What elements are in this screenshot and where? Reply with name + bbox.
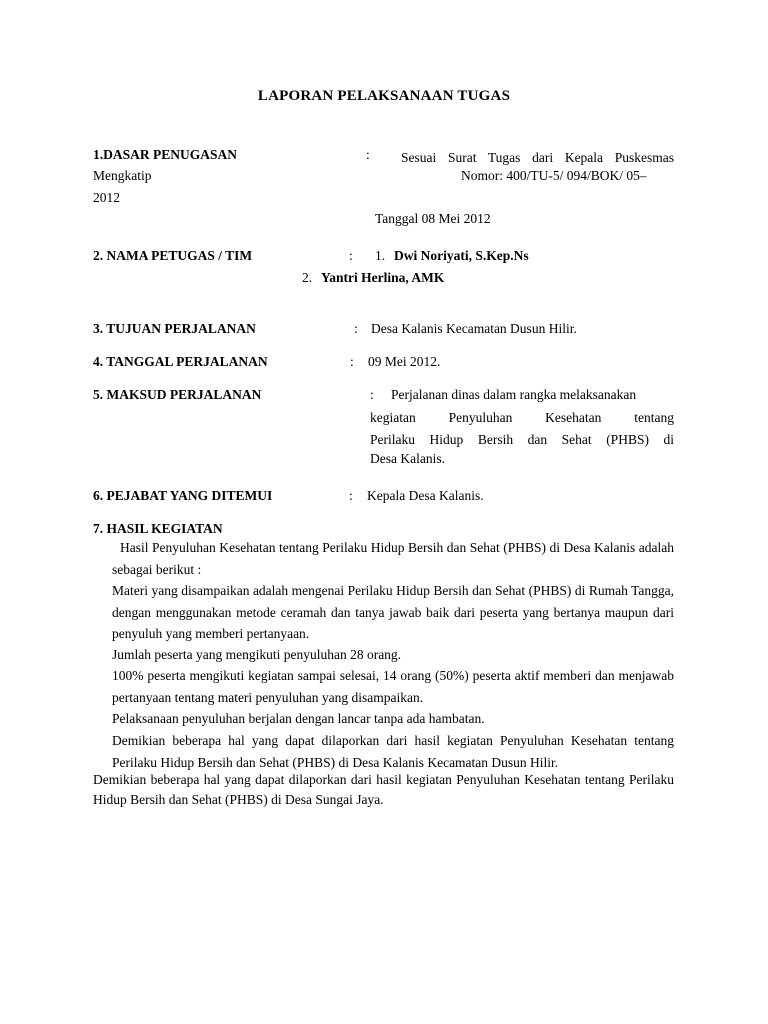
- nama-label: 2. NAMA PETUGAS / TIM: [93, 248, 253, 263]
- hasil-label: 7. HASIL KEGIATAN: [93, 521, 223, 536]
- tanggal-colon: :: [350, 354, 354, 369]
- maksud-line1: Perjalanan dinas dalam rangka melaksanakan: [391, 387, 637, 402]
- maksud-colon: :: [370, 387, 374, 402]
- hasil-paragraph-5: Demikian beberapa hal yang dapat dilaporkan dari hasil kegiatan Penyuluhan Kesehatan tentang Perilaku Hidup Bersih dan Sehat (PHBS) di Desa Kalanis Kecamatan Dusun Hilir.: [112, 733, 674, 770]
- dasar-tanggal: Tanggal 08 Mei 2012: [375, 211, 491, 226]
- pejabat-label: 6. PEJABAT YANG DITEMUI: [93, 488, 273, 503]
- tujuan-value: Desa Kalanis Kecamatan Dusun Hilir.: [371, 321, 577, 336]
- maksud-line3: Perilaku Hidup Bersih dan Sehat (PHBS) di: [370, 432, 674, 447]
- tujuan-label: 3. TUJUAN PERJALANAN: [93, 321, 256, 336]
- hasil-intro: Hasil Penyuluhan Kesehatan tentang Perilaku Hidup Bersih dan Sehat (PHBS) di Desa Kalanis adalah sebagai berikut :: [112, 540, 674, 577]
- pejabat-value: Kepala Desa Kalanis.: [367, 488, 484, 503]
- nama-item1-num: 1.: [375, 248, 386, 263]
- nama-item2-num: 2.: [302, 270, 313, 285]
- dasar-line3: 2012: [93, 190, 120, 205]
- maksud-line2: kegiatan Penyuluhan Kesehatan tentang: [370, 410, 674, 425]
- dasar-colon: :: [366, 147, 370, 162]
- tanggal-value: 09 Mei 2012.: [368, 354, 441, 369]
- maksud-line4: Desa Kalanis.: [370, 451, 445, 466]
- nama-colon: :: [349, 248, 353, 263]
- maksud-label: 5. MAKSUD PERJALANAN: [93, 387, 262, 402]
- hasil-paragraph-4: Pelaksanaan penyuluhan berjalan dengan lancar tanpa ada hambatan.: [112, 711, 485, 726]
- tujuan-colon: :: [354, 321, 358, 336]
- dasar-line2-left: Mengkatip: [93, 168, 152, 183]
- dasar-line2-right: Nomor: 400/TU-5/ 094/BOK/ 05–: [461, 168, 647, 183]
- document-title: LAPORAN PELAKSANAAN TUGAS: [257, 88, 511, 104]
- nama-item2-name: Yantri Herlina, AMK: [321, 270, 445, 285]
- dasar-line1: Sesuai Surat Tugas dari Kepala Puskesmas: [401, 150, 674, 165]
- nama-item1-name: Dwi Noriyati, S.Kep.Ns: [394, 248, 529, 263]
- hasil-paragraph-2: Jumlah peserta yang mengikuti penyuluhan 28 orang.: [112, 647, 402, 662]
- hasil-paragraph-3: 100% peserta mengikuti kegiatan sampai selesai, 14 orang (50%) peserta aktif memberi dan menjawab pertanyaan tentang materi penyuluhan yang disampaikan.: [112, 668, 674, 705]
- dasar-label: 1.DASAR PENUGASAN: [93, 147, 238, 162]
- tanggal-label: 4. TANGGAL PERJALANAN: [93, 354, 268, 369]
- closing-paragraph: Demikian beberapa hal yang dapat dilaporkan dari hasil kegiatan Penyuluhan Kesehatan tentang Perilaku Hidup Bersih dan Sehat (PHBS) di Desa Sungai Jaya.: [93, 772, 674, 807]
- pejabat-colon: :: [349, 488, 353, 503]
- hasil-paragraph-1: Materi yang disampaikan adalah mengenai Perilaku Hidup Bersih dan Sehat (PHBS) di Rumah Tangga, dengan menggunakan metode ceramah dan tanya jawab baik dari peserta yang bertanya maupun dari penyuluh yang memberi pertanyaan.: [112, 583, 674, 641]
